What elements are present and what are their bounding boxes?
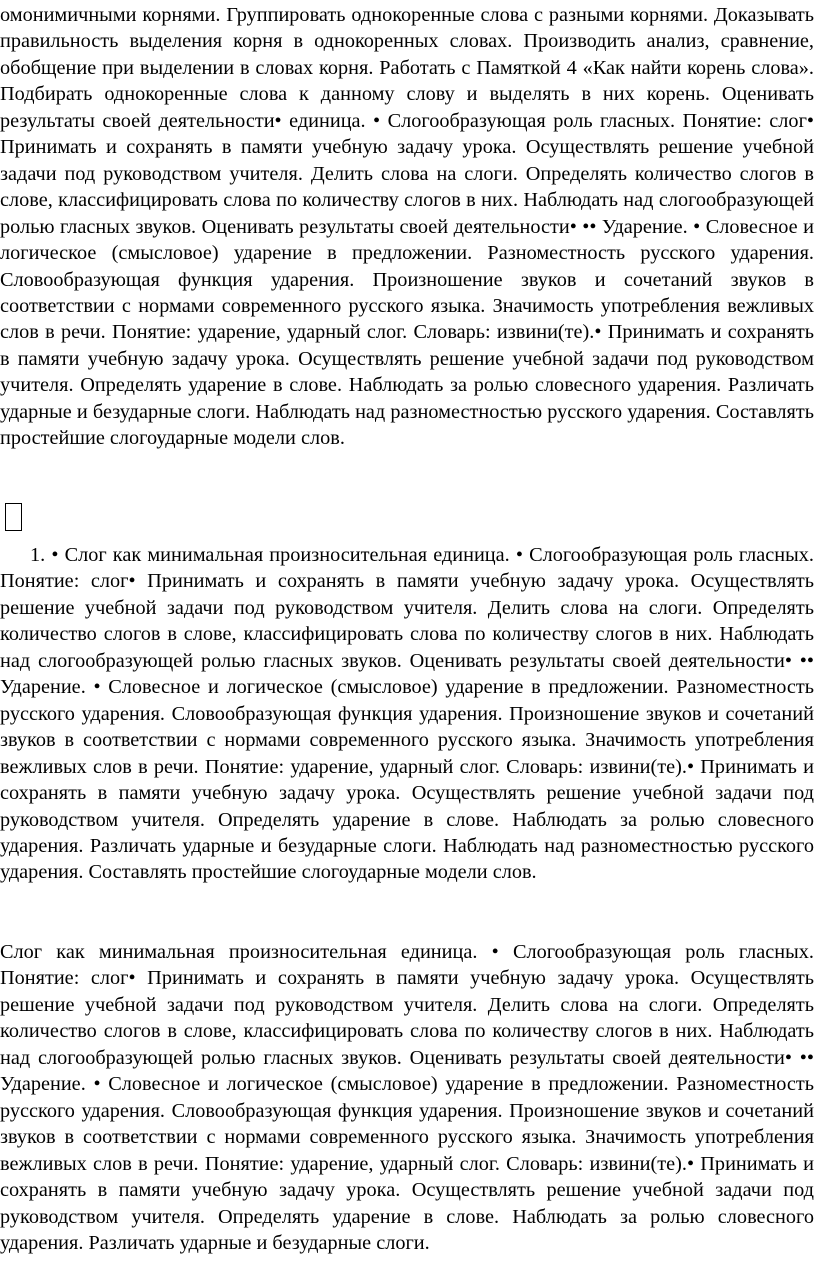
empty-checkbox-frame [5,503,22,531]
paragraph-continued-text [0,2,814,452]
numbered-list-item [0,542,814,886]
paragraph-3-text: Слог как минимальная произносительная единица. • Слогообразующая роль гласных. Понятие: слог• Принимать и сохранять в памяти учебную задачу урока. Осуществлять решение учебной задачи под руководством учителя. Делить слова на слоги. Определять количество слогов в слове, классифицировать слова по количеству слогов в них. Наблюдать над слогообразующей ролью гласных звуков. Оценивать результаты своей деятельности• •• Ударение. • Словесное и логическое (смысловое) ударение в предложении. Разноместность русского ударения. Словообразующая функция ударения. Произношение звуков и сочетаний звуков в соответствии с нормами современного русского языка. Значимость употребления вежливых слов в речи. Понятие: ударение, ударный слог. Словарь: извини(те).• Принимать и сохранять в памяти учебную задачу урока. Осуществлять решение учебной задачи под руководством учителя. Определять ударение в слове. Наблюдать за ролью словесного ударения. Различать ударные и безударные слоги. [0,941,814,1254]
paragraph-2-text: 1. • Слог как минимальная произносительная единица. • Слогообразующая роль гласных. Понятие: слог• Принимать и сохранять в памяти учебную задачу урока. Осуществлять решение учебной задачи под руководством учителя. Делить слова на слоги. Определять количество слогов в слове, классифицировать слова по количеству слогов в них. Наблюдать над слогообразующей ролью гласных звуков. Оценивать результаты своей деятельности• •• Ударение. • Словесное и логическое (смысловое) ударение в предложении. Разноместность русского ударения. Словообразующая функция ударения. Произношение звуков и сочетаний звуков в соответствии с нормами современного русского языка. Значимость употребления вежливых слов в речи. Понятие: ударение, ударный слог. Словарь: извини(те).• Принимать и сохранять в памяти учебную задачу урока. Осуществлять решение учебной задачи под руководством учителя. Определять ударение в слове. Наблюдать за ролью словесного ударения. Различать ударные и безударные слоги. Наблюдать над разноместностью русского ударения. Составлять простейшие слогоударные модели слов. [0,544,814,884]
paragraph-repeated-text [0,939,814,1256]
paragraph-1-text: омонимичными корнями. Группировать однокоренные слова с разными корнями. Доказывать правильность выделения корня в однокоренных словах. Производить анализ, сравнение, обобщение при выделении в словах корня. Работать с Памяткой 4 «Как найти корень слова». Подбирать однокоренные слова к данному слову и выделять в них корень. Оценивать результаты своей деятельности• единица. • Слогообразующая роль гласных. Понятие: слог• Принимать и сохранять в памяти учебную задачу урока. Осуществлять решение учебной задачи под руководством учителя. Делить слова на слоги. Определять количество слогов в слове, классифицировать слова по количеству слогов в них. Наблюдать над слогообразующей ролью гласных звуков. Оценивать результаты своей деятельности• •• Ударение. • Словесное и логическое (смысловое) ударение в предложении. Разноместность русского ударения. Словообразующая функция ударения. Произношение звуков и сочетаний звуков в соответствии с нормами современного русского языка. Значимость употребления вежливых слов в речи. Понятие: ударение, ударный слог. Словарь: извини(те).• Принимать и сохранять в памяти учебную задачу урока. Осуществлять решение учебной задачи под руководством учителя. Определять ударение в слове. Наблюдать за ролью словесного ударения. Различать ударные и безударные слоги. Наблюдать над разноместностью русского ударения. Составлять простейшие слогоударные модели слов. [0,4,814,450]
